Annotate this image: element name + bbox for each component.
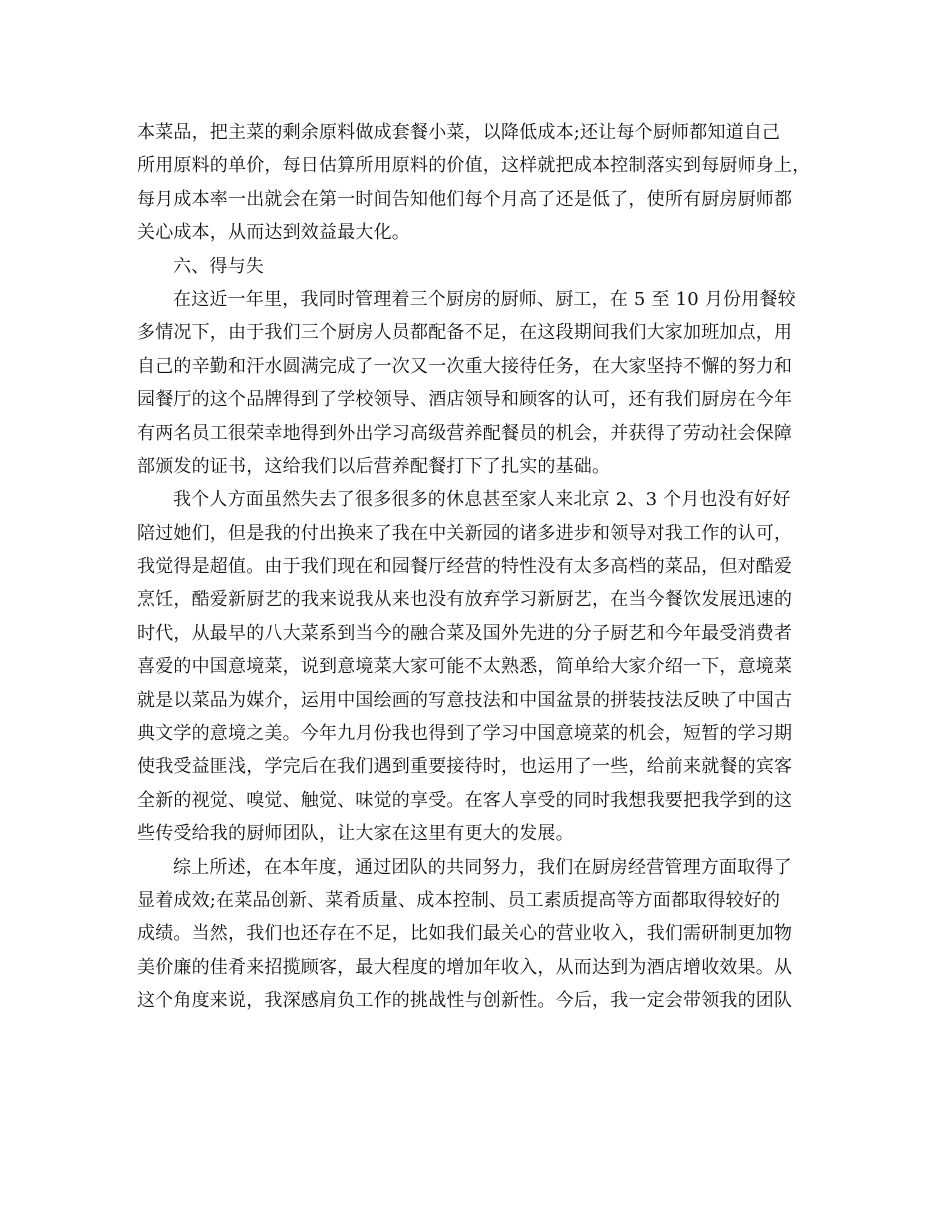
text-line: 自己的辛勤和汗水圆满完成了一次又一次重大接待任务，在大家坚持不懈的努力和 xyxy=(137,355,793,377)
text-line: 每月成本率一出就会在第一时间告知他们每个月高了还是低了，使所有厨房厨师都 xyxy=(137,188,793,210)
text-line: 园餐厅的这个品牌得到了学校领导、酒店领导和顾客的认可，还有我们厨房在今年 xyxy=(137,389,793,411)
text-line: 时代，从最早的八大菜系到当今的融合菜及国外先进的分子厨艺和今年最受消费者 xyxy=(137,622,793,644)
text-line: 这个角度来说，我深感肩负工作的挑战性与创新性。今后，我一定会带领我的团队 xyxy=(137,990,793,1012)
text-line: 烹饪，酷爱新厨艺的我来说我从来也没有放弃学习新厨艺，在当今餐饮发展迅速的 xyxy=(137,589,793,611)
text-line: 本菜品，把主菜的剩余原料做成套餐小菜，以降低成本;还让每个厨师都知道自己 xyxy=(137,122,781,143)
text-line: 综上所述，在本年度，通过团队的共同努力，我们在厨房经营管理方面取得了 xyxy=(173,856,792,878)
text-line: 关心成本，从而达到效益最大化。 xyxy=(137,222,410,244)
text-line: 在这近一年里，我同时管理着三个厨房的厨师、厨工，在 5 至 10 月份用餐较 xyxy=(173,288,796,310)
text-line: 陪过她们，但是我的付出换来了我在中关新园的诸多进步和领导对我工作的认可， xyxy=(137,522,793,544)
text-line: 就是以菜品为媒介，运用中国绘画的写意技法和中国盆景的拼装技法反映了中国古 xyxy=(137,689,793,711)
text-line: 所用原料的单价，每日估算所用原料的价值，这样就把成本控制落实到每厨师身上， xyxy=(137,155,811,177)
text-line: 我个人方面虽然失去了很多很多的休息甚至家人来北京 2、3 个月也没有好好 xyxy=(173,489,791,511)
text-line: 典文学的意境之美。今年九月份我也得到了学习中国意境菜的机会，短暂的学习期 xyxy=(137,723,793,745)
text-line: 我觉得是超值。由于我们现在和园餐厅经营的特性没有太多高档的菜品，但对酷爱 xyxy=(137,556,793,578)
text-line: 全新的视觉、嗅觉、触觉、味觉的享受。在客人享受的同时我想我要把我学到的这 xyxy=(137,789,793,811)
text-line: 使我受益匪浅，学完后在我们遇到重要接待时，也运用了一些，给前来就餐的宾客 xyxy=(137,756,793,778)
section-heading: 六、得与失 xyxy=(173,255,264,277)
text-line: 些传受给我的厨师团队，让大家在这里有更大的发展。 xyxy=(137,823,574,845)
text-line: 有两名员工很荣幸地得到外出学习高级营养配餐员的机会，并获得了劳动社会保障 xyxy=(137,422,793,444)
text-line: 喜爱的中国意境菜，说到意境菜大家可能不太熟悉，简单给大家介绍一下，意境菜 xyxy=(137,656,793,678)
text-line: 多情况下，由于我们三个厨房人员都配备不足，在这段期间我们大家加班加点，用 xyxy=(137,322,793,344)
document-body xyxy=(137,116,813,1018)
text-line: 部颁发的证书，这给我们以后营养配餐打下了扎实的基础。 xyxy=(137,455,611,477)
text-line: 显着成效;在菜品创新、菜肴质量、成本控制、员工素质提高等方面都取得较好的 xyxy=(137,889,781,911)
text-line: 美价廉的佳肴来招揽顾客，最大程度的增加年收入，从而达到为酒店增收效果。从 xyxy=(137,956,793,978)
text-line: 成绩。当然，我们也还存在不足，比如我们最关心的营业收入，我们需研制更加物 xyxy=(137,923,793,945)
